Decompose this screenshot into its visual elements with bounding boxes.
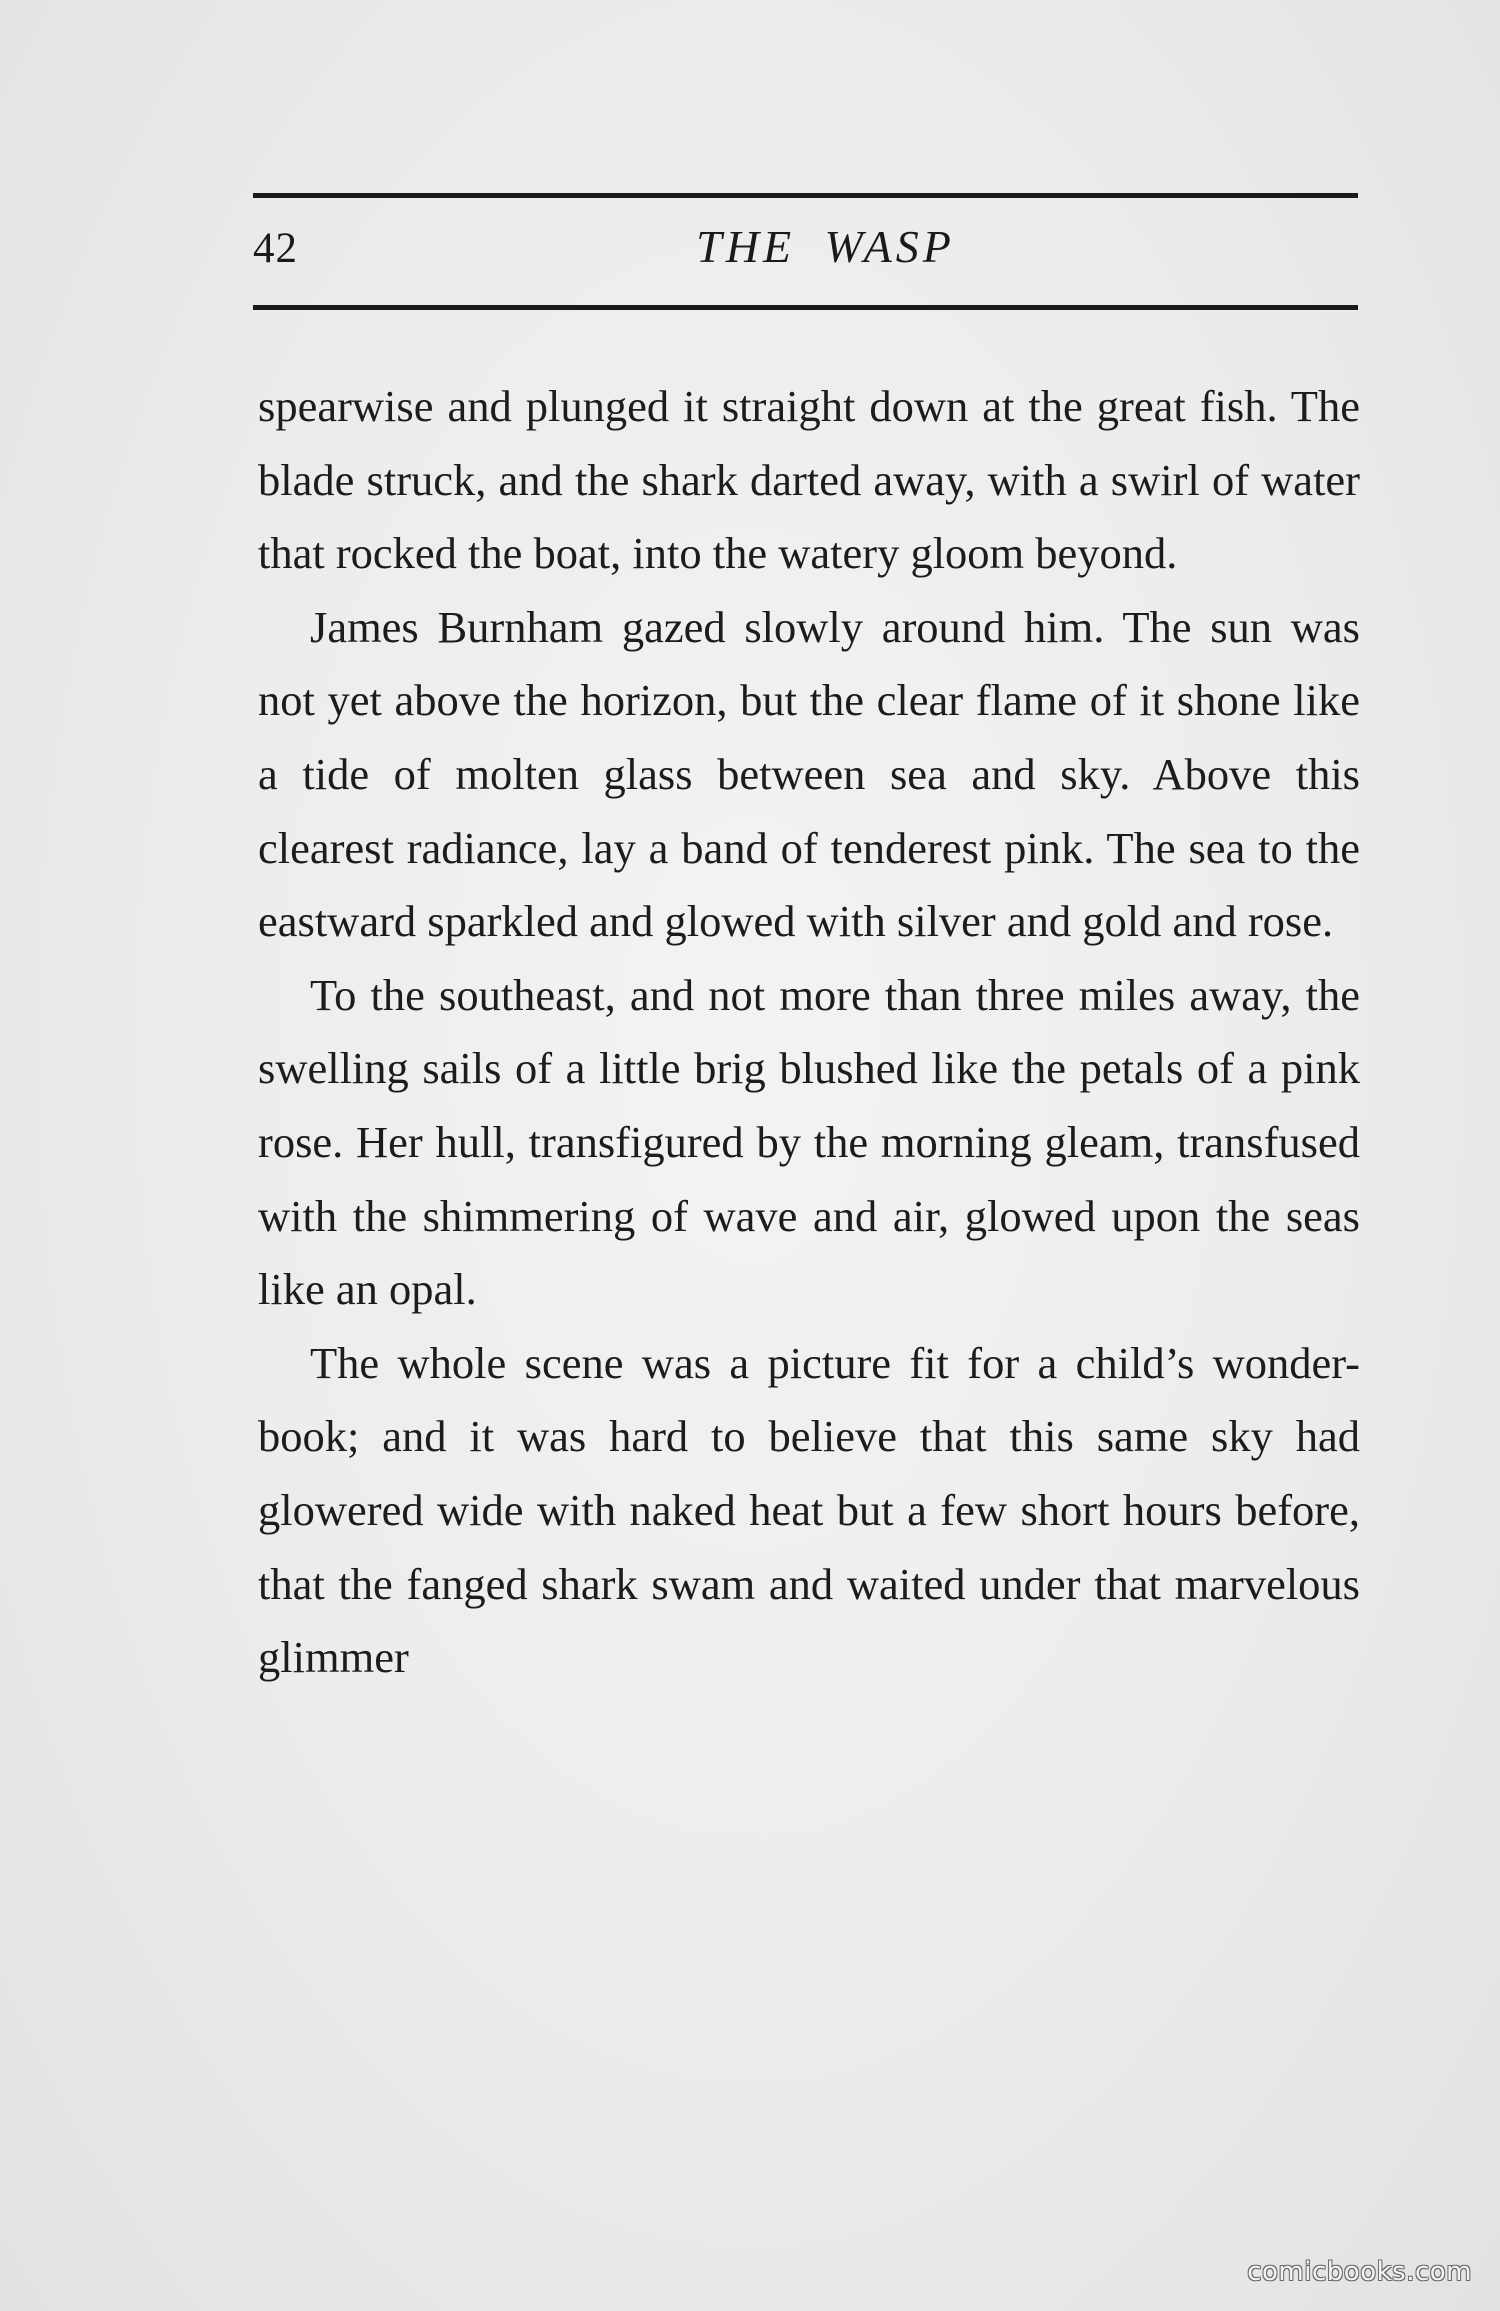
header-bottom-rule [253,305,1358,310]
watermark: comicbooks.com [1247,2257,1472,2287]
body-text [258,370,1360,1695]
header-top-rule [253,193,1358,198]
paragraph-continued: spearwise and plunged it straight down at the great fish. The blade struck, and the shark darted away, with a swirl of water that rocked the boat, into the watery gloom beyond. [258,381,1360,579]
paragraph: James Burnham gazed slowly around him. The sun was not yet above the horizon, but the clear flame of it shone like a tide of molten glass between sea and sky. Above this clearest radiance, lay a band of tenderest pink. The sea to the eastward sparkled and glowed with silver and gold and rose. [258,601,1360,947]
paragraph: To the southeast, and not more than three miles away, the swelling sails of a little brig blushed like the petals of a pink rose. Her hull, transfigured by the morning gleam, transfused with the shimmering of wave and air, glowed upon the seas like an opal. [258,969,1360,1315]
paragraph: The whole scene was a picture fit for a child’s wonder-book; and it was hard to believe that this same sky had glowered wide with naked heat but a few short hours before, that the fanged shark swam and waited under that marvelous glimmer [258,1337,1360,1683]
page-number: 42 [253,225,298,272]
book-title: THE WASP [696,221,955,272]
running-head [253,218,1358,288]
